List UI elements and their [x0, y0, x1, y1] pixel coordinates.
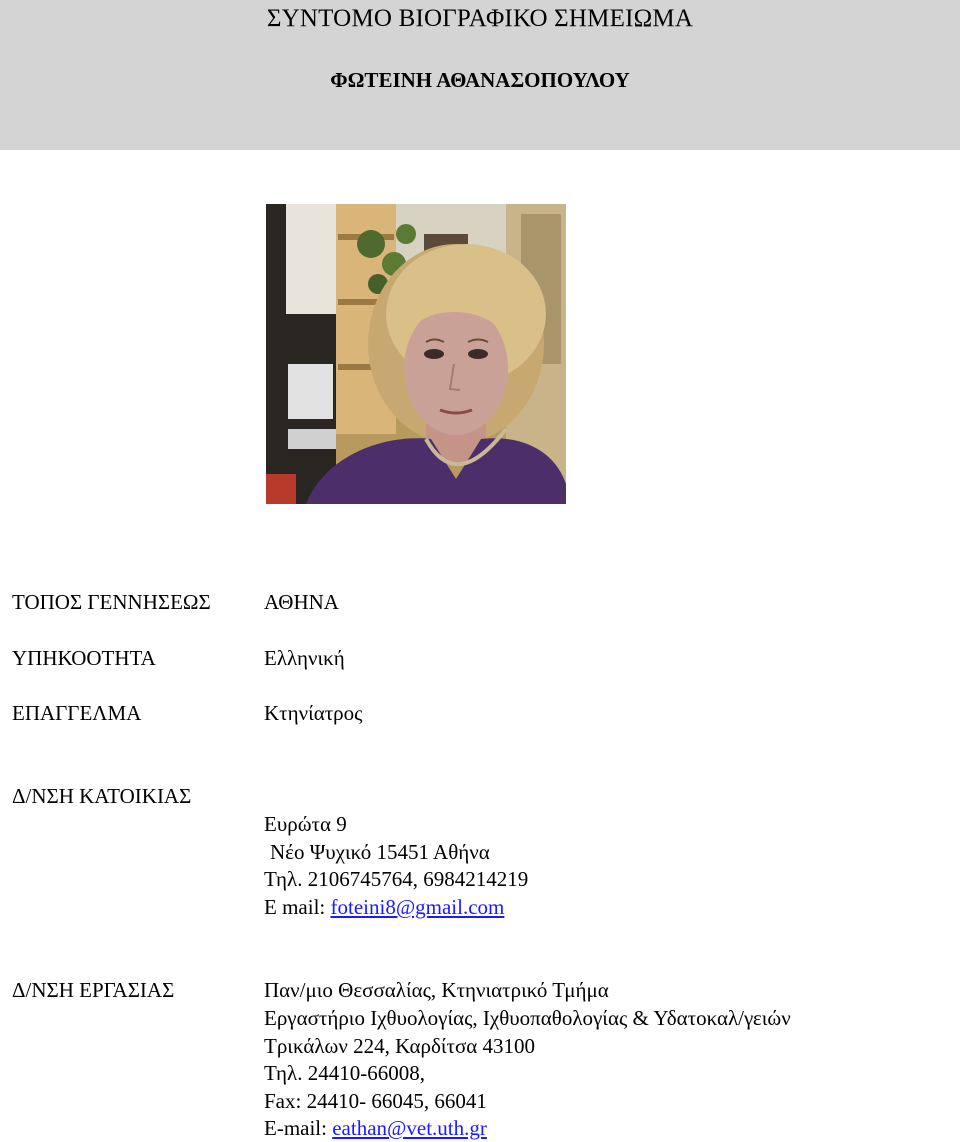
home-email-line — [264, 893, 504, 921]
home-email-link[interactable]: foteini8@gmail.com — [330, 895, 505, 919]
work-phone: Τηλ. 24410-66008, — [264, 1061, 425, 1085]
work-fax: Fax: 24410- 66045, 66041 — [264, 1089, 487, 1113]
nationality-value: Ελληνική — [264, 646, 345, 670]
person-name: ΦΩΤΕΙΝΗ ΑΘΑΝΑΣΟΠΟΥΛΟΥ — [330, 68, 630, 92]
home-street: Ευρώτα 9 — [264, 812, 347, 836]
document-title: ΣΥΝΤΟΜΟ ΒΙΟΓΡΑΦΙΚΟ ΣΗΜΕΙΩΜΑ — [266, 5, 694, 32]
work-email-line — [264, 1114, 487, 1142]
work-email-link[interactable]: eathan@vet.uth.gr — [332, 1116, 487, 1140]
nationality-label: ΥΠΗΚΟΟΤΗΤΑ — [12, 646, 156, 670]
home-phone: Τηλ. 2106745764, 6984214219 — [264, 867, 529, 891]
profession-value: Κτηνίατρος — [264, 701, 363, 725]
work-street: Τρικάλων 224, Καρδίτσα 43100 — [264, 1034, 536, 1058]
home-email-prefix: E mail: — [264, 895, 331, 919]
work-lab: Εργαστήριο Ιχθυολογίας, Ιχθυοπαθολογίας & Υδατοκαλ/γειών — [264, 1006, 791, 1030]
birthplace-label: ΤΟΠΟΣ ΓΕΝΝΗΣΕΩΣ — [12, 590, 211, 614]
work-address-label: Δ/ΝΣΗ ΕΡΓΑΣΙΑΣ — [12, 978, 175, 1002]
work-email-prefix: E-mail: — [264, 1116, 333, 1140]
home-city: Νέο Ψυχικό 15451 Αθήνα — [270, 840, 490, 864]
home-address-label: Δ/ΝΣΗ ΚΑΤΟΙΚΙΑΣ — [12, 784, 192, 808]
birthplace-value: ΑΘΗΝΑ — [264, 590, 339, 614]
profile-photo — [266, 204, 566, 504]
work-institution: Παν/μιο Θεσσαλίας, Κτηνιατρικό Τμήμα — [264, 978, 609, 1002]
profession-label: ΕΠΑΓΓΕΛΜΑ — [12, 701, 142, 725]
